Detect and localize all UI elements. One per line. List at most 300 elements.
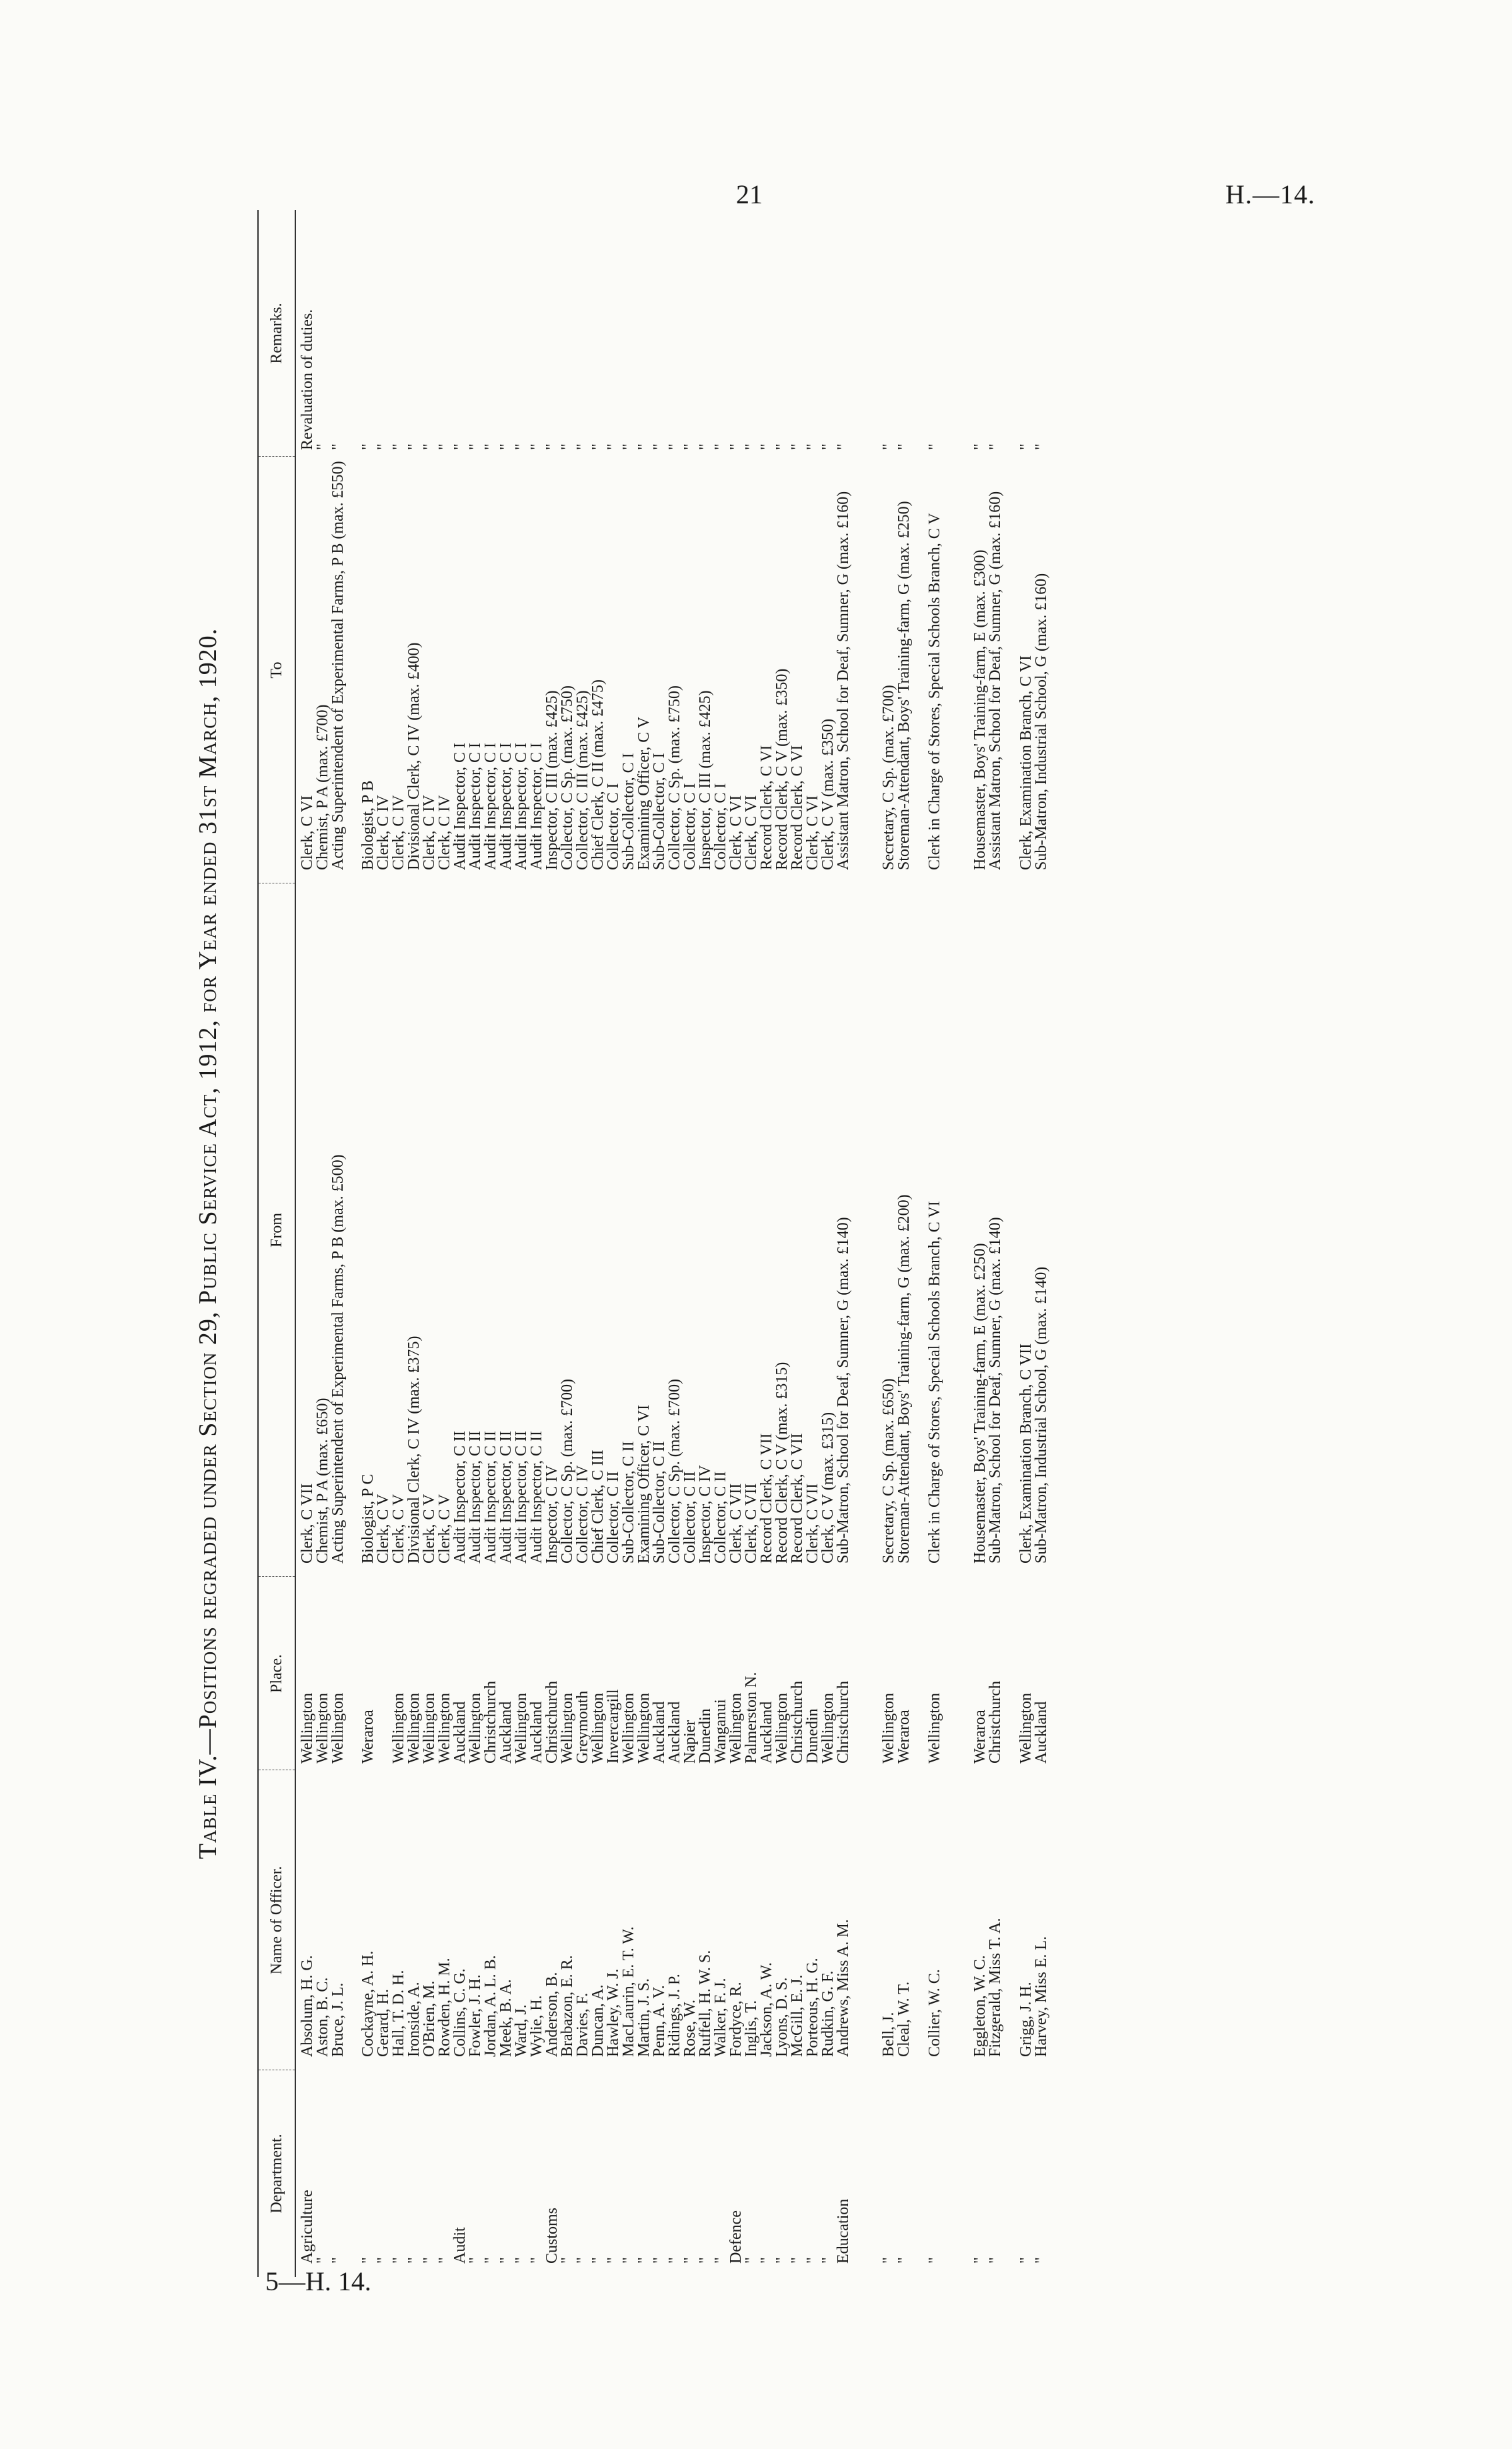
cell-department: " bbox=[987, 2257, 1004, 2264]
cell-remarks: " bbox=[574, 443, 591, 450]
table-row bbox=[1019, 210, 1034, 2277]
table-row bbox=[376, 210, 391, 2277]
cell-name: Grigg, J. H. bbox=[1017, 1982, 1035, 2057]
table-row bbox=[698, 210, 713, 2277]
table-row bbox=[407, 210, 422, 2277]
cell-place: Christchurch bbox=[482, 1681, 499, 1764]
cell-department: " bbox=[743, 2257, 760, 2264]
cell-name: Eggleton, W. C. bbox=[971, 1955, 989, 2057]
cell-to: Assistant Matron, School for Deaf, Sumner, G (max. £160) bbox=[987, 491, 1004, 870]
table-row bbox=[560, 210, 575, 2277]
cell-name: Bell, J. bbox=[880, 2012, 897, 2057]
table-row bbox=[637, 210, 652, 2277]
cell-place: Christchurch bbox=[543, 1681, 561, 1764]
cell-from: Audit Inspector, C II bbox=[482, 1431, 499, 1564]
cell-place: Invercargill bbox=[605, 1689, 622, 1764]
cell-from: Examining Officer, C VI bbox=[635, 1404, 653, 1564]
table-row bbox=[836, 210, 867, 2277]
cell-name: Gerard, H. bbox=[375, 1989, 392, 2057]
cell-to: Clerk, C IV bbox=[390, 795, 407, 870]
cell-remarks: " bbox=[635, 443, 653, 450]
cell-name: Aston, B. C. bbox=[314, 1977, 331, 2057]
cell-from: Clerk, C V bbox=[390, 1494, 407, 1564]
cell-from: Collector, C II bbox=[605, 1471, 622, 1564]
table-row bbox=[881, 210, 897, 2277]
cell-department: " bbox=[712, 2257, 729, 2264]
table-row bbox=[437, 210, 453, 2277]
cell-department: " bbox=[926, 2257, 943, 2264]
cell-to: Collector, C I bbox=[681, 783, 699, 870]
cell-place: Christchurch bbox=[987, 1681, 1004, 1764]
cell-place: Wellington bbox=[314, 1692, 331, 1764]
table-row bbox=[499, 210, 514, 2277]
cell-department: " bbox=[819, 2257, 837, 2264]
cell-from: Collector, C IV bbox=[574, 1465, 591, 1564]
cell-department: " bbox=[651, 2257, 668, 2264]
cell-name: Rose, W. bbox=[681, 1999, 699, 2057]
cell-remarks: " bbox=[971, 443, 989, 450]
cell-from: Secretary, C Sp. (max. £650) bbox=[880, 1378, 897, 1564]
cell-name: Rudkin, G. F. bbox=[819, 1970, 837, 2057]
table-row bbox=[713, 210, 729, 2277]
cell-to: Examining Officer, C V bbox=[635, 716, 653, 870]
cell-to: Collector, C Sp. (max. £750) bbox=[559, 685, 576, 870]
cell-remarks: " bbox=[559, 443, 576, 450]
cell-remarks: " bbox=[329, 443, 347, 450]
cell-place: Wellington bbox=[329, 1692, 347, 1764]
table-row bbox=[621, 210, 637, 2277]
cell-from: Sub-Matron, School for Deaf, Sumner, G (max. £140) bbox=[835, 1217, 852, 1564]
cell-to: Clerk in Charge of Stores, Special Schools Branch, C V bbox=[926, 513, 943, 870]
cell-from: Collector, C Sp. (max. £700) bbox=[666, 1378, 683, 1564]
cell-remarks: " bbox=[666, 443, 683, 450]
cell-name: Wylie, H. bbox=[528, 1995, 545, 2057]
cell-department: " bbox=[559, 2257, 576, 2264]
cell-from: Chemist, P A (max. £650) bbox=[314, 1398, 331, 1564]
document-reference: H.—14. bbox=[1225, 179, 1315, 209]
cell-name: Absolum, H. G. bbox=[299, 1955, 316, 2057]
cell-place: Wellington bbox=[880, 1692, 897, 1764]
cell-to: Record Clerk, C V (max. £350) bbox=[773, 668, 791, 870]
cell-place: Napier bbox=[681, 1720, 699, 1764]
cell-to: Collector, C I bbox=[605, 783, 622, 870]
cell-remarks: " bbox=[651, 443, 668, 450]
table-row bbox=[468, 210, 483, 2277]
cell-from: Audit Inspector, C II bbox=[528, 1431, 545, 1564]
cell-remarks: " bbox=[375, 443, 392, 450]
table-row bbox=[821, 210, 836, 2277]
cell-from: Audit Inspector, C II bbox=[513, 1431, 530, 1564]
cell-department: Audit bbox=[451, 2227, 469, 2264]
cell-from: Collector, C II bbox=[681, 1471, 699, 1564]
cell-department: " bbox=[497, 2257, 515, 2264]
cell-remarks: " bbox=[895, 443, 913, 450]
cell-place: Auckland bbox=[758, 1701, 775, 1764]
cell-to: Clerk, C V (max. £350) bbox=[819, 718, 837, 870]
cell-to: Sub-Collector, C I bbox=[651, 753, 668, 870]
table-row bbox=[759, 210, 775, 2277]
table-row bbox=[897, 210, 927, 2277]
cell-from: Sub-Collector, C II bbox=[651, 1441, 668, 1564]
cell-place: Auckland bbox=[666, 1701, 683, 1764]
signature-mark: 5—H. 14. bbox=[265, 2266, 371, 2296]
table-row bbox=[606, 210, 621, 2277]
cell-place: Weraroa bbox=[359, 1710, 377, 1764]
cell-name: Andrews, Miss A. M. bbox=[835, 1919, 852, 2057]
cell-name: Bruce, J. L. bbox=[329, 1982, 347, 2057]
cell-to: Audit Inspector, C I bbox=[467, 742, 484, 870]
cell-place: Wellington bbox=[513, 1692, 530, 1764]
cell-place: Wellington bbox=[299, 1692, 316, 1764]
cell-to: Clerk, C VI bbox=[299, 795, 316, 870]
cell-name: Walker, F. J. bbox=[712, 1978, 729, 2057]
cell-name: Ruffell, H. W. S. bbox=[697, 1950, 714, 2057]
cell-name: McGill, E. J. bbox=[789, 1974, 806, 2057]
cell-name: Ironside, A. bbox=[405, 1982, 423, 2057]
column-header-department: Department. bbox=[259, 2070, 295, 2277]
cell-from: Collector, C II bbox=[712, 1471, 729, 1564]
cell-department: " bbox=[375, 2257, 392, 2264]
cell-remarks: " bbox=[421, 443, 438, 450]
cell-from: Housemaster, Boys' Training-farm, E (max. £250) bbox=[971, 1243, 989, 1564]
cell-name: Meek, B. A. bbox=[497, 1979, 515, 2057]
table-row bbox=[545, 210, 560, 2277]
cell-department: " bbox=[971, 2257, 989, 2264]
cell-remarks: " bbox=[390, 443, 407, 450]
table-header bbox=[257, 210, 296, 2277]
cell-place: Wellington bbox=[819, 1692, 837, 1764]
table-row bbox=[361, 210, 376, 2277]
cell-to: Inspector, C III (max. £425) bbox=[543, 690, 561, 870]
cell-to: Acting Superintendent of Experimental Farms, P B (max. £550) bbox=[329, 461, 347, 870]
cell-from: Clerk, Examination Branch, C VII bbox=[1017, 1343, 1035, 1564]
cell-department: " bbox=[880, 2257, 897, 2264]
cell-to: Inspector, C III (max. £425) bbox=[697, 690, 714, 870]
cell-to: Collector, C I bbox=[712, 783, 729, 870]
cell-name: Hall, T. D. H. bbox=[390, 1970, 407, 2057]
cell-department: Customs bbox=[543, 2207, 561, 2264]
cell-name: Fitzgerald, Miss T. A. bbox=[987, 1918, 1004, 2057]
cell-department: " bbox=[804, 2257, 821, 2264]
cell-place: Wellington bbox=[559, 1692, 576, 1764]
cell-to: Chief Clerk, C II (max. £475) bbox=[589, 679, 607, 870]
cell-remarks: " bbox=[835, 443, 852, 450]
cell-name: MacLaurin, E. T. W. bbox=[620, 1926, 637, 2057]
cell-department: " bbox=[589, 2257, 607, 2264]
cell-department: " bbox=[436, 2257, 453, 2264]
cell-name: Cockayne, A. H. bbox=[359, 1950, 377, 2057]
table-title: Table IV.—Positions regraded under Section 29, Public Service Act, 1912, for Year ended 31st March, 1920. bbox=[194, 627, 222, 1860]
cell-to: Collector, C III (max. £425) bbox=[574, 690, 591, 870]
cell-remarks: " bbox=[528, 443, 545, 450]
table-row bbox=[453, 210, 468, 2277]
cell-name: Cleal, W. T. bbox=[895, 1981, 913, 2057]
cell-remarks: " bbox=[482, 443, 499, 450]
cell-place: Auckland bbox=[528, 1701, 545, 1764]
cell-to: Sub-Collector, C I bbox=[620, 753, 637, 870]
cell-name: Hawley, W. J. bbox=[605, 1968, 622, 2057]
table-row bbox=[683, 210, 698, 2277]
cell-department: " bbox=[329, 2257, 347, 2264]
cell-remarks: " bbox=[467, 443, 484, 450]
cell-to: Biologist, P B bbox=[359, 780, 377, 870]
cell-place: Dunedin bbox=[804, 1708, 821, 1764]
cell-to: Record Clerk, C VI bbox=[789, 745, 806, 870]
cell-place: Weraroa bbox=[895, 1710, 913, 1764]
cell-name: Duncan, A. bbox=[589, 1984, 607, 2057]
cell-department: " bbox=[1017, 2257, 1035, 2264]
cell-remarks: " bbox=[804, 443, 821, 450]
cell-to: Audit Inspector, C I bbox=[482, 742, 499, 870]
cell-remarks: " bbox=[359, 443, 377, 450]
cell-from: Audit Inspector, C II bbox=[451, 1431, 469, 1564]
cell-remarks: " bbox=[513, 443, 530, 450]
cell-name: Collier, W. C. bbox=[926, 1969, 943, 2057]
cell-name: Ward, J. bbox=[513, 2004, 530, 2057]
cell-from: Clerk, C VII bbox=[299, 1483, 316, 1564]
cell-name: Fowler, J. H. bbox=[467, 1974, 484, 2057]
table-row bbox=[514, 210, 529, 2277]
cell-name: Jackson, A. W. bbox=[758, 1962, 775, 2057]
cell-from: Storeman-Attendant, Boys' Training-farm, G (max. £200) bbox=[895, 1194, 913, 1564]
cell-from: Record Clerk, C VII bbox=[758, 1433, 775, 1564]
table-row bbox=[591, 210, 606, 2277]
column-header-from: From bbox=[259, 883, 295, 1577]
cell-from: Clerk, C VII bbox=[743, 1483, 760, 1564]
cell-name: Collins, C. G. bbox=[451, 1968, 469, 2057]
cell-from: Collector, C Sp. (max. £700) bbox=[559, 1378, 576, 1564]
cell-remarks: " bbox=[436, 443, 453, 450]
cell-name: Harvey, Miss E. L. bbox=[1033, 1936, 1050, 2057]
cell-department: " bbox=[314, 2257, 331, 2264]
cell-from: Record Clerk, C V (max. £315) bbox=[773, 1362, 791, 1564]
cell-department: " bbox=[528, 2257, 545, 2264]
cell-from: Audit Inspector, C II bbox=[497, 1431, 515, 1564]
cell-to: Divisional Clerk, C IV (max. £400) bbox=[405, 642, 423, 870]
cell-place: Christchurch bbox=[835, 1681, 852, 1764]
cell-to: Assistant Matron, School for Deaf, Sumner, G (max. £160) bbox=[835, 491, 852, 870]
cell-remarks: " bbox=[543, 443, 561, 450]
table-body bbox=[300, 210, 1049, 2277]
cell-name: O'Brien, M. bbox=[421, 1980, 438, 2057]
cell-department: " bbox=[482, 2257, 499, 2264]
cell-place: Weraroa bbox=[971, 1710, 989, 1764]
cell-department: Education bbox=[835, 2198, 852, 2264]
cell-name: Jordan, A. L. B. bbox=[482, 1955, 499, 2057]
cell-from: Chief Clerk, C III bbox=[589, 1450, 607, 1564]
cell-remarks: " bbox=[451, 443, 469, 450]
cell-from: Sub-Matron, Industrial School, G (max. £140) bbox=[1033, 1266, 1050, 1564]
cell-place: Wellington bbox=[727, 1692, 745, 1764]
cell-from: Clerk, C VII bbox=[727, 1483, 745, 1564]
cell-place: Wellington bbox=[421, 1692, 438, 1764]
cell-remarks: " bbox=[620, 443, 637, 450]
cell-to: Clerk, C IV bbox=[421, 795, 438, 870]
cell-place: Dunedin bbox=[697, 1708, 714, 1764]
cell-place: Wellington bbox=[405, 1692, 423, 1764]
cell-to: Audit Inspector, C I bbox=[528, 742, 545, 870]
column-header-to: To bbox=[259, 456, 295, 883]
cell-from: Clerk, C V bbox=[421, 1494, 438, 1564]
cell-remarks: " bbox=[697, 443, 714, 450]
cell-department: " bbox=[421, 2257, 438, 2264]
cell-department: " bbox=[697, 2257, 714, 2264]
cell-place: Wellington bbox=[467, 1692, 484, 1764]
table-row bbox=[652, 210, 667, 2277]
cell-remarks: " bbox=[789, 443, 806, 450]
table-row bbox=[422, 210, 437, 2277]
cell-from: Clerk, C VII bbox=[804, 1483, 821, 1564]
cell-department: " bbox=[605, 2257, 622, 2264]
cell-remarks: " bbox=[605, 443, 622, 450]
rotated-table bbox=[193, 210, 1353, 2277]
cell-from: Audit Inspector, C II bbox=[467, 1431, 484, 1564]
cell-place: Palmerston N. bbox=[743, 1672, 760, 1764]
cell-department: " bbox=[681, 2257, 699, 2264]
cell-from: Inspector, C IV bbox=[543, 1465, 561, 1564]
cell-remarks: " bbox=[773, 443, 791, 450]
cell-to: Record Clerk, C VI bbox=[758, 745, 775, 870]
cell-place: Wellington bbox=[926, 1692, 943, 1764]
cell-name: Fordyce, R. bbox=[727, 1982, 745, 2057]
cell-place: Christchurch bbox=[789, 1681, 806, 1764]
cell-to: Storeman-Attendant, Boys' Training-farm, G (max. £250) bbox=[895, 501, 913, 870]
cell-department: " bbox=[467, 2257, 484, 2264]
cell-department: Defence bbox=[727, 2210, 745, 2264]
table-row bbox=[300, 210, 315, 2277]
cell-to: Clerk, C VI bbox=[743, 795, 760, 870]
cell-place: Wellington bbox=[436, 1692, 453, 1764]
table-row bbox=[391, 210, 407, 2277]
cell-from: Clerk, C V bbox=[436, 1494, 453, 1564]
table-row bbox=[331, 210, 346, 2277]
table-row bbox=[483, 210, 499, 2277]
cell-remarks: " bbox=[1017, 443, 1035, 450]
cell-remarks: " bbox=[987, 443, 1004, 450]
table-row bbox=[729, 210, 744, 2277]
cell-department: " bbox=[895, 2257, 913, 2264]
column-header-place: Place. bbox=[259, 1576, 295, 1770]
cell-to: Audit Inspector, C I bbox=[497, 742, 515, 870]
cell-name: Davies, F. bbox=[574, 1992, 591, 2057]
cell-name: Penn, A. V. bbox=[651, 1985, 668, 2057]
cell-from: Sub-Collector, C II bbox=[620, 1441, 637, 1564]
table-row bbox=[315, 210, 331, 2277]
cell-to: Clerk, C IV bbox=[436, 795, 453, 870]
cell-to: Clerk, C IV bbox=[375, 795, 392, 870]
cell-name: Martin, J. S. bbox=[635, 1978, 653, 2057]
cell-from: Record Clerk, C VII bbox=[789, 1433, 806, 1564]
cell-remarks: " bbox=[880, 443, 897, 450]
cell-department: " bbox=[758, 2257, 775, 2264]
cell-place: Wellington bbox=[635, 1692, 653, 1764]
cell-to: Clerk, Examination Branch, C VI bbox=[1017, 655, 1035, 870]
cell-to: Sub-Matron, Industrial School, G (max. £160) bbox=[1033, 573, 1050, 870]
cell-to: Collector, C Sp. (max. £750) bbox=[666, 685, 683, 870]
column-header-remarks: Remarks. bbox=[268, 303, 285, 364]
cell-from: Clerk in Charge of Stores, Special Schools Branch, C VI bbox=[926, 1201, 943, 1564]
cell-name: Rowden, H. M. bbox=[436, 1958, 453, 2057]
cell-to: Housemaster, Boys' Training-farm, E (max. £300) bbox=[971, 549, 989, 870]
table-row bbox=[667, 210, 683, 2277]
cell-name: Lyons, D. S. bbox=[773, 1977, 791, 2057]
cell-department: " bbox=[773, 2257, 791, 2264]
table-row bbox=[775, 210, 790, 2277]
cell-remarks: " bbox=[405, 443, 423, 450]
cell-place: Wanganui bbox=[712, 1699, 729, 1764]
cell-place: Wellington bbox=[773, 1692, 791, 1764]
cell-place: Auckland bbox=[1033, 1701, 1050, 1764]
cell-from: Clerk, C V (max. £315) bbox=[819, 1412, 837, 1564]
table-row bbox=[744, 210, 759, 2277]
cell-remarks: " bbox=[819, 443, 837, 450]
cell-place: Wellington bbox=[589, 1692, 607, 1764]
cell-department: " bbox=[513, 2257, 530, 2264]
cell-from: Clerk, C V bbox=[375, 1494, 392, 1564]
cell-name: Anderson, B. bbox=[543, 1972, 561, 2057]
cell-department: " bbox=[620, 2257, 637, 2264]
cell-to: Audit Inspector, C I bbox=[513, 742, 530, 870]
cell-remarks: Revaluation of duties. bbox=[299, 309, 316, 450]
table-row bbox=[973, 210, 988, 2277]
table-row bbox=[927, 210, 958, 2277]
cell-department: " bbox=[574, 2257, 591, 2264]
cell-name: Ridings, J. P. bbox=[666, 1974, 683, 2057]
table-row bbox=[805, 210, 821, 2277]
cell-place: Wellington bbox=[620, 1692, 637, 1764]
cell-remarks: " bbox=[681, 443, 699, 450]
cell-remarks: " bbox=[743, 443, 760, 450]
cell-remarks: " bbox=[1033, 443, 1050, 450]
table-row bbox=[1034, 210, 1049, 2277]
cell-remarks: " bbox=[926, 443, 943, 450]
cell-from: Inspector, C IV bbox=[697, 1465, 714, 1564]
cell-department: " bbox=[635, 2257, 653, 2264]
cell-name: Inglis, T. bbox=[743, 2000, 760, 2057]
cell-from: Biologist, P C bbox=[359, 1474, 377, 1564]
cell-to: Audit Inspector, C I bbox=[451, 742, 469, 870]
cell-remarks: " bbox=[497, 443, 515, 450]
page-number: 21 bbox=[736, 179, 763, 209]
cell-department: " bbox=[390, 2257, 407, 2264]
table-row bbox=[790, 210, 805, 2277]
cell-place: Greymouth bbox=[574, 1690, 591, 1764]
cell-remarks: " bbox=[589, 443, 607, 450]
cell-department: " bbox=[359, 2257, 377, 2264]
cell-department: " bbox=[789, 2257, 806, 2264]
cell-remarks: " bbox=[314, 443, 331, 450]
column-header-name: Name of Officer. bbox=[259, 1770, 295, 2070]
cell-remarks: " bbox=[712, 443, 729, 450]
cell-place: Auckland bbox=[451, 1701, 469, 1764]
cell-from: Acting Superintendent of Experimental Farms, P B (max. £500) bbox=[329, 1154, 347, 1564]
cell-department: " bbox=[1033, 2257, 1050, 2264]
table-row bbox=[988, 210, 1019, 2277]
cell-to: Chemist, P A (max. £700) bbox=[314, 704, 331, 870]
cell-name: Porteous, H. G. bbox=[804, 1958, 821, 2057]
cell-remarks: " bbox=[727, 443, 745, 450]
cell-remarks: " bbox=[758, 443, 775, 450]
table-row bbox=[575, 210, 591, 2277]
cell-department: " bbox=[405, 2257, 423, 2264]
cell-name: Brabazon, E. R. bbox=[559, 1955, 576, 2057]
cell-to: Clerk, C VI bbox=[727, 795, 745, 870]
cell-place: Auckland bbox=[497, 1701, 515, 1764]
cell-from: Divisional Clerk, C IV (max. £375) bbox=[405, 1336, 423, 1564]
cell-department: " bbox=[666, 2257, 683, 2264]
cell-place: Auckland bbox=[651, 1701, 668, 1764]
cell-from: Sub-Matron, School for Deaf, Sumner, G (max. £140) bbox=[987, 1217, 1004, 1564]
